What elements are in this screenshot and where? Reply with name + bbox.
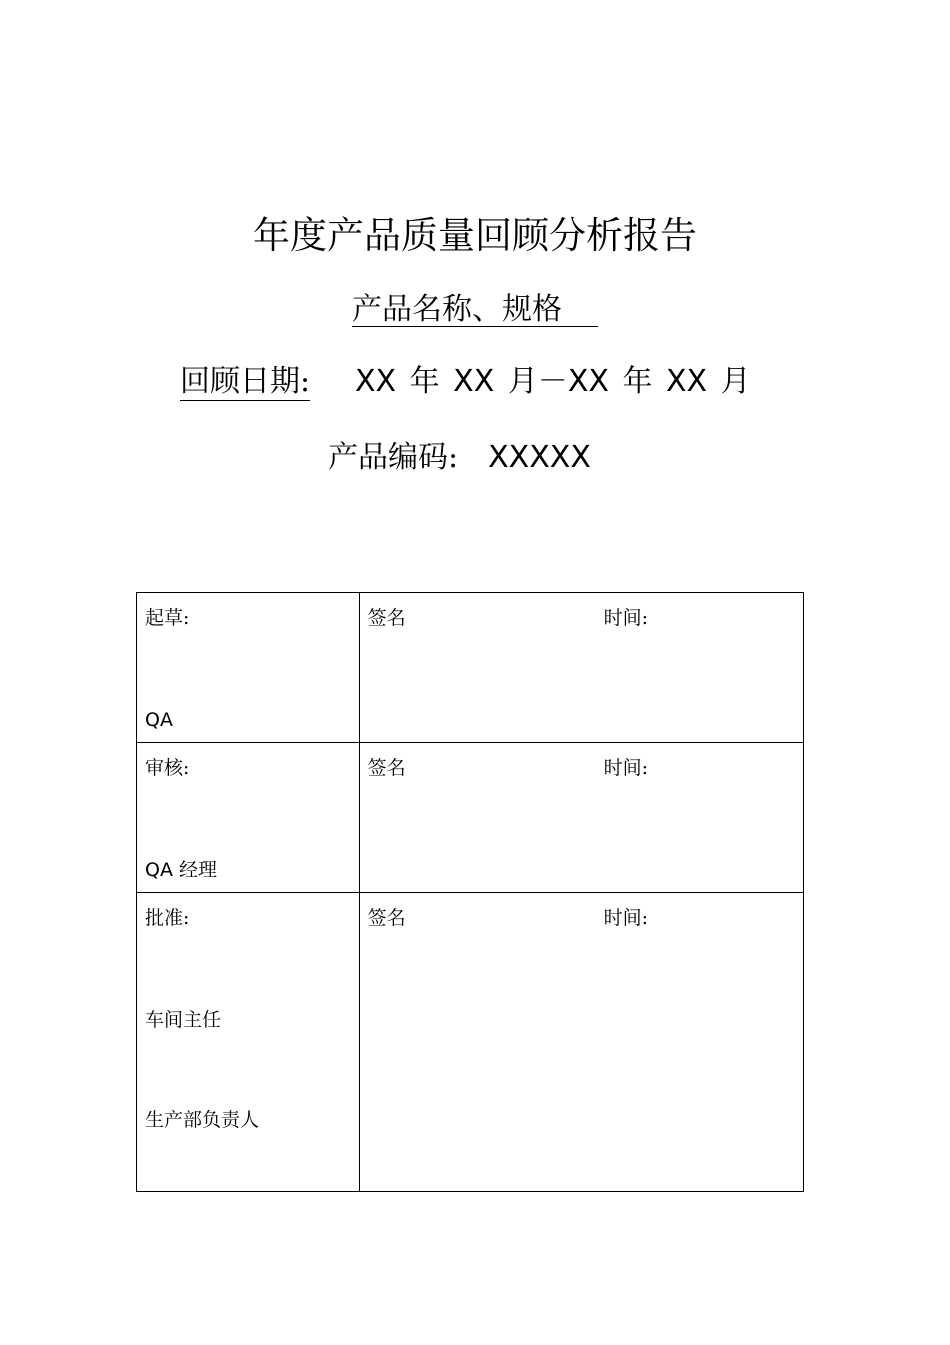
time-label: 时间: — [603, 757, 649, 779]
product-code-line — [328, 438, 591, 482]
signoff-row-approve — [137, 893, 804, 1192]
review-period-value: XX 年 XX 月－XX 年 XX 月 — [355, 364, 751, 399]
review-period-label: 回顾日期: — [180, 364, 311, 399]
role-label: QA 经理 — [145, 859, 217, 881]
signoff-table — [136, 592, 804, 1192]
signature-label: 签名 — [367, 607, 406, 629]
signature-label: 签名 — [367, 907, 406, 929]
role-label: 生产部负责人 — [145, 1109, 260, 1131]
product-code-value: XXXXX — [488, 440, 591, 475]
signoff-row-draft — [137, 593, 804, 743]
time-label: 时间: — [603, 907, 649, 929]
stage-label: 审核: — [145, 757, 190, 779]
report-title: 年度产品质量回顾分析报告 — [253, 214, 697, 257]
role-cell — [137, 593, 360, 743]
signature-cell[interactable] — [359, 743, 803, 893]
product-name-field: 产品名称、规格 — [352, 290, 598, 327]
time-label: 时间: — [603, 607, 649, 629]
signature-cell[interactable] — [359, 593, 803, 743]
stage-label: 批准: — [145, 907, 190, 929]
role-label: QA — [145, 709, 173, 731]
signature-cell[interactable] — [359, 893, 803, 1192]
role-cell — [137, 743, 360, 893]
review-period-line — [180, 364, 800, 408]
product-code-label: 产品编码: — [328, 440, 459, 475]
signature-label: 签名 — [367, 757, 406, 779]
stage-label: 起草: — [145, 607, 190, 629]
role-label: 车间主任 — [145, 1009, 222, 1031]
role-cell — [137, 893, 360, 1192]
signoff-row-review — [137, 743, 804, 893]
